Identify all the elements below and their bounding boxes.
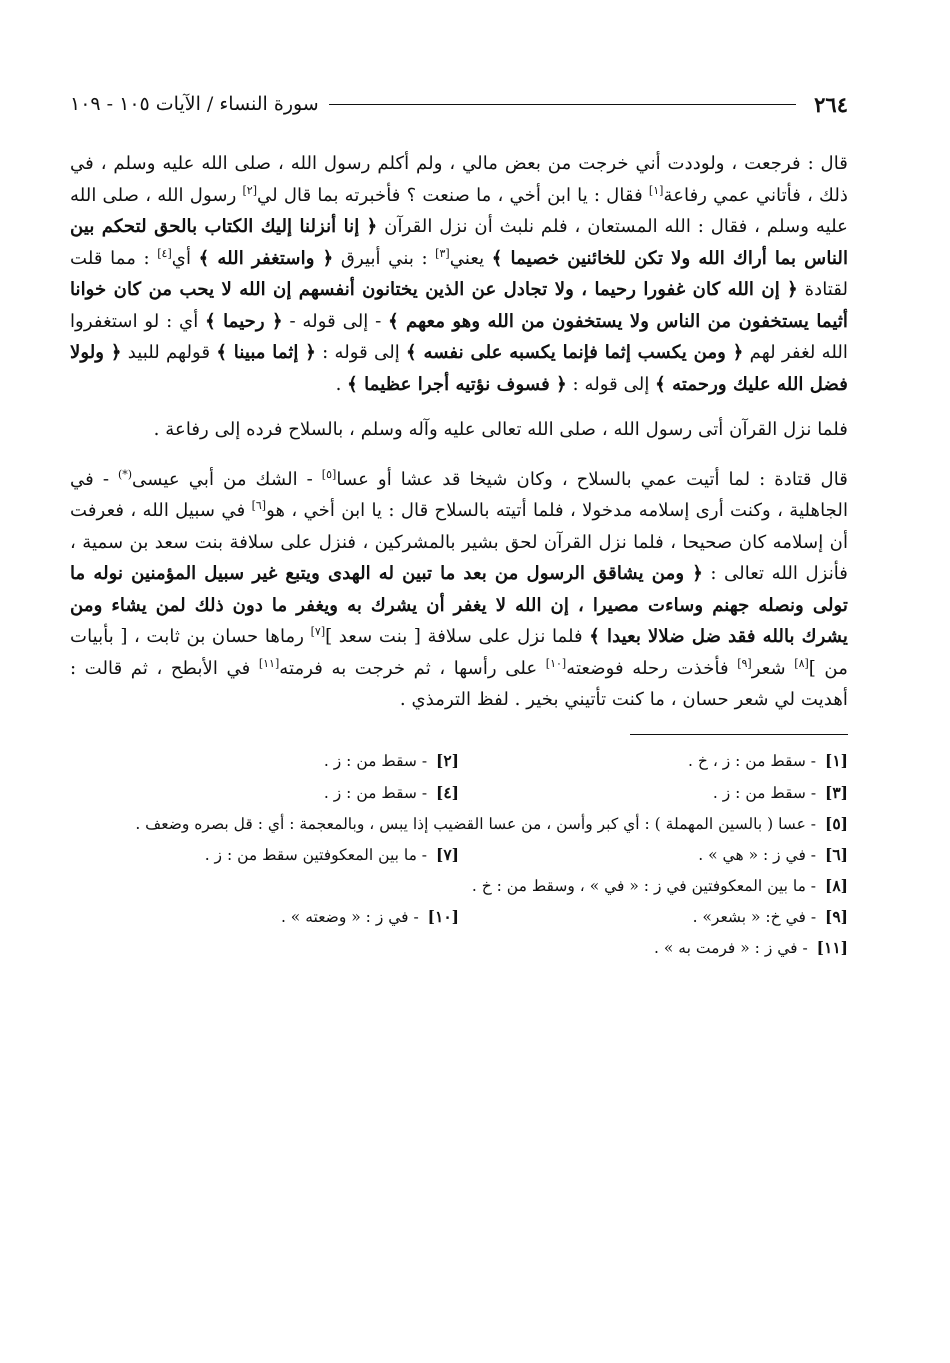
footnote-text: - سقط من : ز . [323,783,432,802]
footnote-text: - ما بين المعكوفتين سقط من : ز . [204,845,432,864]
text-run: - في الجاهلية ، وكنت أرى إسلامه مدخولا ، فلما أتيته بالسلاح قال : يا ابن أخي ، هو [70,468,848,521]
footnote-number: [٨] [824,875,848,895]
footnote-number: [٧] [435,844,459,864]
footnote-text: - في ز : « فرمت به » . [654,938,813,957]
text-run: قال : فرجعت ، ولوددت أني خرجت من بعض مالي ، ولم أكلم رسول الله ، صلى الله عليه وسلم ، في ذلك ، فأتاني عمي رفاعة [70,153,848,206]
footnote-text: - في ز : « هي » . [698,845,821,864]
footnote-row [70,871,848,901]
running-title: سورة النساء / الآيات ١٠٥ - ١٠٩ [70,93,319,115]
footnote [70,777,459,809]
quran-verse: ﴿ رحيما ﴾ [205,310,283,332]
footnote-number: [١٠] [427,906,459,926]
text-run: فأخذت رحله فوضعته [566,657,738,679]
footnote-number: [٣] [824,782,848,802]
footnote-number: [٤] [435,782,459,802]
text-run: إلى قوله : [315,342,407,363]
text-run: : بني أبيرق [333,247,436,269]
footnote-ref: [٦] [251,498,267,512]
text-run: - إلى قوله - [282,310,389,332]
footnote-number: [٥] [824,813,848,833]
text-run: يعني [449,247,492,269]
footnote-row [70,777,848,809]
text-run: أي [171,247,199,269]
quran-verse: ﴿ ومن يكسب إثما فإنما يكسبه على نفسه ﴾ [406,342,744,363]
text-run: فقال : يا ابن أخي ، ما صنعت ؟ فأخبرته بما قال لي [257,184,649,206]
quran-verse: ﴿ فسوف نؤتيه أجرا عظيما ﴾ [347,373,567,395]
footnote-row [70,933,848,963]
text-run: - الشك من أبي عيسى [132,468,322,490]
footnote-text: - سقط من : ز ، خ . [688,751,821,770]
document-page [70,84,848,963]
text-run: في الأبطح ، ثم قالت : أهديت لي شعر حسان ، ما كنت تأتيني بخير . لفظ الترمذي . [70,657,848,710]
footnote-ref: [١] [648,183,664,197]
text-run: أي : لو استغفروا الله لغفر لهم [70,310,848,363]
footnote-ref: [٧] [310,624,326,638]
quran-verse: ﴿ إثما مبينا ﴾ [216,342,316,363]
footnote [70,933,848,963]
footnote [459,777,848,809]
footnote-number: [٦] [824,844,848,864]
footnote-divider [630,734,848,735]
footnote [459,839,848,871]
footnote-ref: [٩] [737,656,752,670]
text-run: رسول الله ، صلى الله عليه وسلم ، فقال : الله المستعان ، فلم نلبث أن نزل القرآن [70,184,848,237]
text-run: قولهم للبيد [121,342,217,363]
footnote-ref: [٨] [794,656,809,670]
text-run: شعر [751,657,795,679]
text-run: . [335,373,348,395]
footnote-row [70,839,848,871]
text-run: : مما قلت لقتادة [70,247,848,300]
quran-verse: ﴿ إنا أنزلنا إليك الكتاب بالحق لتحكم بين الناس بما أراك الله ولا تكن للخائنين خصيما ﴾ [70,216,849,269]
footnote-text: - عسا ( بالسين المهملة ) : أي كبر وأسن ، من عسا القضيب إذا يبس ، وبالمعجمة : أي : قل بصره وضعف . [135,814,821,833]
footnote [70,839,459,871]
footnote-ref: [٣] [435,246,450,260]
page-number: ٢٦٤ [814,91,848,117]
footnote [70,745,459,777]
footnote-row [70,809,848,839]
footnote [70,901,459,933]
main-text [70,148,848,716]
quran-verse: ﴿ ولولا فضل الله عليك ورحمته ﴾ [70,342,848,395]
footnote-row [70,901,848,933]
text-run: فلما نزل على سلافة [ بنت سعد ] [325,626,590,647]
footnote-text: - في ز : « وضعته » . [280,907,424,926]
footnote-ref: [٤] [157,246,172,260]
text-run: إلى قوله : [566,373,656,395]
text-run: رماها حسان بن ثابت ، [ بأبيات من ] [70,626,848,679]
footnote-row [70,745,848,777]
text-run: في سبيل الله ، فعرفت أن إسلامه كان صحيحا ، فلما نزل القرآن لحق بشير بالمشركين ، فنزل على سلافة بنت سعد بن سمية ، فأنزل الله تعالى : [70,500,848,584]
paragraph [70,464,848,716]
footnote-ref: (*) [117,467,133,481]
footnote-ref: [٢] [242,183,258,197]
text-run: فلما نزل القرآن أتى رسول الله ، صلى الله تعالى عليه وآله وسلم ، بالسلاح فرده إلى رفاعة . [153,419,848,440]
footnote-number: [٩] [824,906,848,926]
footnote-text: - سقط من : ز . [712,783,821,802]
header-rule [329,104,796,105]
footnote-ref: [١١] [258,656,280,670]
footnote-number: [٢] [435,750,459,770]
page-header [70,84,848,124]
footnote-text: - في خ: « بشعر» . [692,907,821,926]
quran-verse: ﴿ واستغفر الله ﴾ [198,247,334,269]
footnote [70,871,848,901]
footnote-number: [١١] [816,937,848,957]
quran-verse: ﴿ ومن يشاقق الرسول من بعد ما تبين له الهدى ويتبع غير سبيل المؤمنين نوله ما تولى ونصله جهنم وساءت مصيرا ، إن الله لا يغفر أن يشرك به ويغفر ما دون ذلك لمن يشاء ومن يشرك بالله فقد ضل ضلالا بعيدا ﴾ [70,563,848,647]
footnote [459,901,848,933]
quran-verse: ﴿ إن الله كان غفورا رحيما ، ولا تجادل عن الذين يختانون أنفسهم إن الله لا يحب من كان خوانا أثيما يستخفون من الناس ولا يستخفون من الله وهو معهم ﴾ [70,279,848,332]
paragraph [70,414,848,446]
footnote-text: - سقط من : ز . [323,751,432,770]
footnote-text: - ما بين المعكوفتين في ز : « في » ، وسقط من : خ . [471,876,821,895]
text-run: على رأسها ، ثم خرجت به فرمته [279,657,546,679]
paragraph [70,148,848,400]
footnote [459,745,848,777]
text-run: قال قتادة : لما أتيت عمي بالسلاح ، وكان شيخا قد عشا أو عسا [336,468,848,490]
footnotes [70,745,848,963]
footnote [70,809,848,839]
footnote-ref: [٥] [321,467,337,481]
footnote-ref: [١٠] [545,656,567,670]
footnote-number: [١] [824,750,848,770]
